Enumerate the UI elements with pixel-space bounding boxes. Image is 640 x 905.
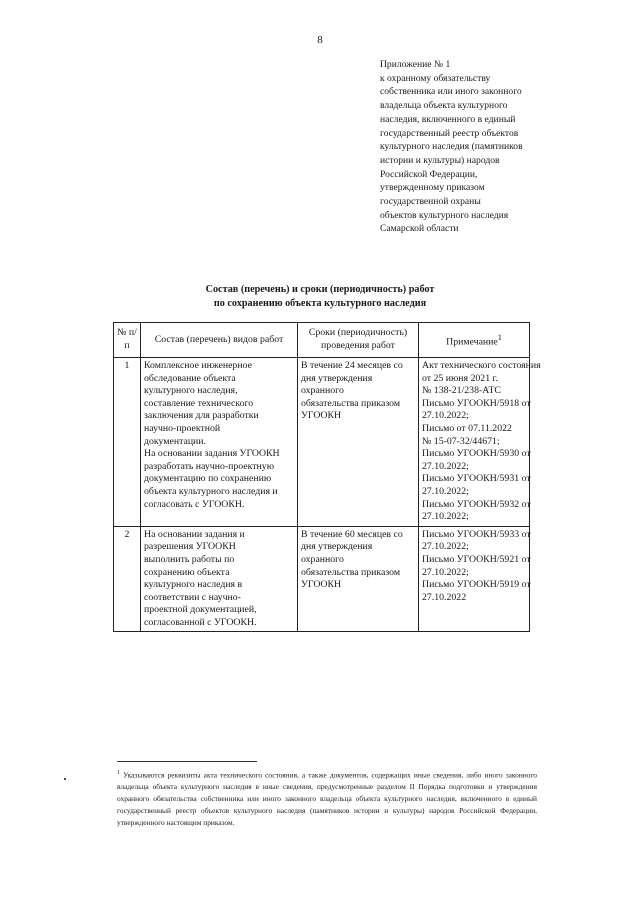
heading-line-1: Состав (перечень) и сроки (периодичность) работ <box>205 284 435 295</box>
appendix-line: государственной охраны <box>380 196 481 208</box>
cell-works-line: На основании задания и <box>144 528 245 540</box>
appendix-line: наследия, включенного в единый <box>380 113 516 125</box>
appendix-line: утвержденному приказом <box>380 182 485 194</box>
cell-works-line: сохранению объекта <box>144 566 230 578</box>
cell-works-line: научно-проектной <box>144 422 221 434</box>
cell-works-line: обследование объекта <box>144 372 236 384</box>
cell-works-line: согласованной с УГООКН. <box>144 616 257 628</box>
cell-works-line: соответствии с научно- <box>144 591 241 603</box>
header-num: № п/п <box>114 323 141 358</box>
cell-note-line: от 25 июня 2021 г. <box>422 372 498 384</box>
cell-works-line: разработать научно-проектную <box>144 460 275 472</box>
table-row <box>114 526 530 632</box>
row-number: 2 <box>114 526 141 632</box>
cell-note-line: Письмо УГООКН/5933 от <box>422 528 531 540</box>
appendix-line: Самарской области <box>380 223 459 235</box>
appendix-line: Российской Федерации, <box>380 168 478 180</box>
cell-works-line: культурного наследия в <box>144 579 243 591</box>
footnote <box>117 767 537 829</box>
cell-terms-line: обязательства приказом <box>301 566 401 578</box>
works-table <box>113 322 541 632</box>
table-header-row <box>114 323 530 358</box>
cell-works-line: согласовать с УГООКН. <box>144 498 245 510</box>
cell-note-line: 27.10.2022; <box>422 541 469 553</box>
cell-note-line: № 15-07-32/44671; <box>422 435 500 447</box>
cell-note-line: № 138-21/238-АТС <box>422 385 501 397</box>
cell-note-line: 27.10.2022; <box>422 410 469 422</box>
cell-works-line: разрешения УГООКН <box>144 541 236 553</box>
cell-works-line: выполнить работы по <box>144 553 235 565</box>
cell-note-line: Акт технического состояния <box>422 360 541 371</box>
cell-note-line: 27.10.2022 <box>422 591 467 603</box>
cell-works <box>141 358 298 527</box>
cell-terms <box>298 358 419 527</box>
cell-note <box>419 358 541 527</box>
cell-works-line: заключения для разработки <box>144 410 259 422</box>
cell-terms-line: обязательства приказом <box>301 397 401 409</box>
appendix-line: культурного наследия (памятников <box>380 141 523 153</box>
header-terms: Сроки (периодичность) проведения работ <box>298 323 419 358</box>
footnote-text: Указываются реквизиты акта технического состояния, а также документов, содержащих иные сведения, либо иного законного владельца объекта культурного наследия в иные сведения, предусмотренные разделом II Порядка подготовки и утверждения охранного обязательства собственника или иного законного владельца объекта культурного наследия, включенного в единый государственный реестр объектов культурного наследия (памятников истории и культуры) народов Российской Федерации, утвержденного настоящим приказом. <box>117 770 537 828</box>
heading-line-2: по сохранению объекта культурного наследия <box>213 298 427 309</box>
appendix-line: владельца объекта культурного <box>380 100 508 112</box>
cell-works <box>141 526 298 632</box>
appendix-line: истории и культуры) народов <box>380 154 500 166</box>
header-note-label: Примечание <box>446 335 498 347</box>
cell-terms-line: В течение 60 месяцев со <box>301 528 403 540</box>
cell-note-line: Письмо УГООКН/5931 от <box>422 473 531 485</box>
header-works: Состав (перечень) видов работ <box>141 323 298 358</box>
cell-note-line: 27.10.2022; <box>422 485 469 497</box>
table-row <box>114 358 530 527</box>
cell-works-line: объекта культурного наследия и <box>144 485 278 497</box>
cell-terms-line: дня утверждения <box>301 541 373 553</box>
cell-works-line: культурного наследия, <box>144 385 238 397</box>
cell-note-line: Письмо от 07.11.2022 <box>422 422 512 434</box>
cell-note-line: Письмо УГООКН/5932 от <box>422 498 531 510</box>
footnote-separator <box>117 761 257 762</box>
cell-note-line: Письмо УГООКН/5930 от <box>422 448 531 460</box>
cell-terms-line: УГООКН <box>301 579 342 591</box>
cell-terms-line: охранного <box>301 553 344 565</box>
appendix-block <box>380 58 580 236</box>
cell-works-line: проектной документацией, <box>144 604 257 616</box>
document-heading <box>0 283 640 311</box>
cell-note <box>419 526 530 632</box>
appendix-line: Приложение № 1 <box>380 59 451 70</box>
row-number: 1 <box>114 358 141 527</box>
appendix-line: к охранному обязательству <box>380 72 491 84</box>
page-number: 8 <box>317 34 323 46</box>
footnote-marker: 1 <box>117 770 120 776</box>
cell-terms-line: охранного <box>301 385 344 397</box>
cell-note-line: 27.10.2022; <box>422 460 469 472</box>
cell-works-line: документацию по сохранению <box>144 473 272 485</box>
cell-works-line: документации. <box>144 435 206 447</box>
cell-works-line: составление технического <box>144 397 254 409</box>
header-note-footnote-marker: 1 <box>497 332 502 342</box>
cell-works-line: Комплексное инженерное <box>144 360 252 371</box>
cell-note-line: Письмо УГООКН/5921 от <box>422 553 531 565</box>
appendix-line: объектов культурного наследия <box>380 209 509 221</box>
header-note <box>419 323 530 358</box>
cell-terms-line: дня утверждения <box>301 372 373 384</box>
appendix-line: государственный реестр объектов <box>380 127 519 139</box>
cell-note-line: Письмо УГООКН/5919 от <box>422 579 531 591</box>
cell-terms-line: УГООКН <box>301 410 342 422</box>
cell-terms-line: В течение 24 месяцев со <box>301 360 403 371</box>
cell-note-line: 27.10.2022; <box>422 566 469 578</box>
cell-note-line: Письмо УГООКН/5918 от <box>422 397 531 409</box>
appendix-line: собственника или иного законного <box>380 86 522 98</box>
cell-terms <box>298 526 419 632</box>
cell-note-line: 27.10.2022; <box>422 511 469 523</box>
margin-speck <box>64 778 66 780</box>
cell-works-line: На основании задания УГООКН <box>144 448 280 460</box>
